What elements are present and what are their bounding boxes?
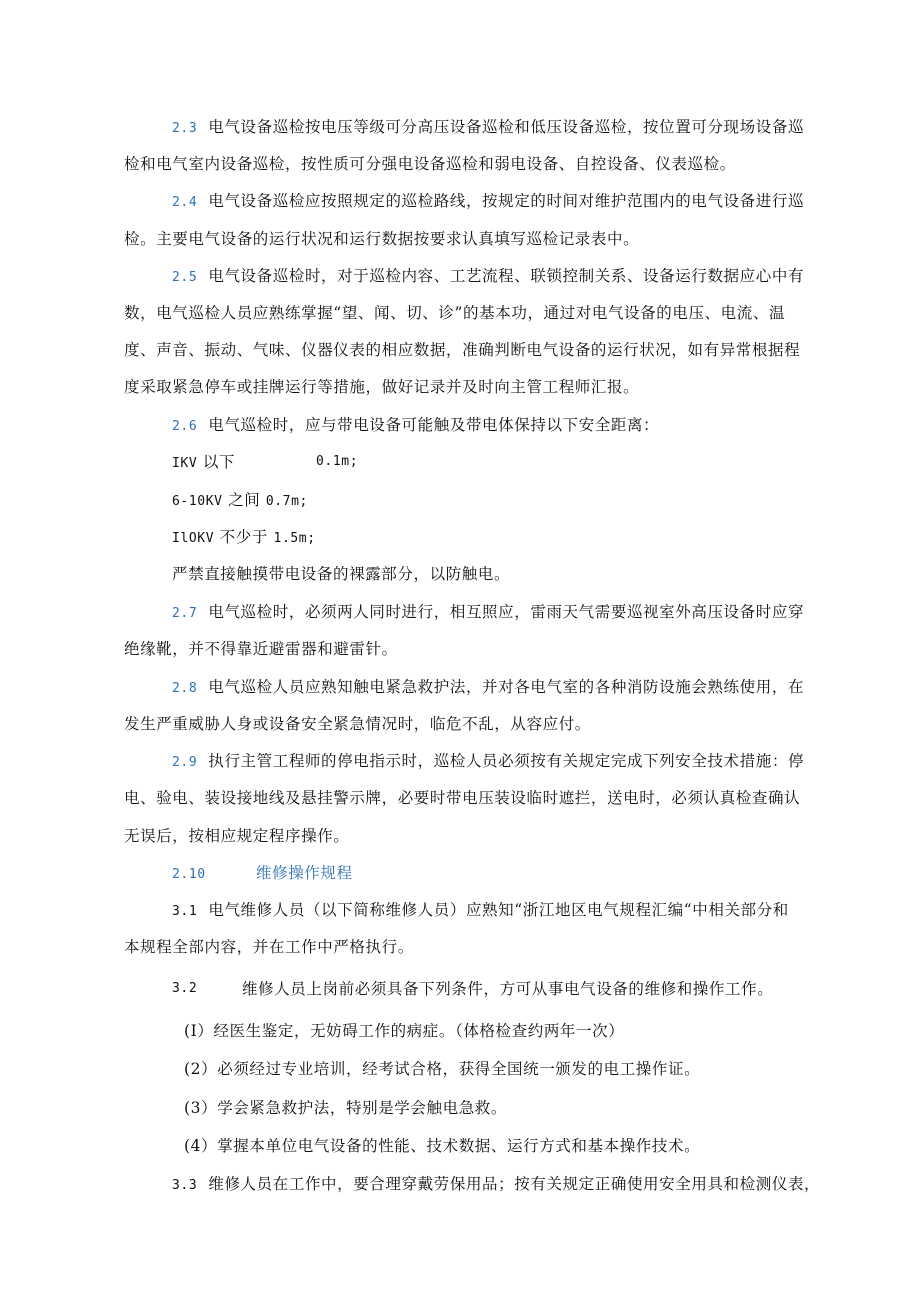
section-2-9-line-1	[172, 751, 804, 773]
voltage-label: 6-10KV	[172, 494, 223, 509]
section-number: 3.1	[172, 904, 198, 919]
section-2-3-line-2: 检和电气室内设备巡检，按性质可分强电设备巡检和弱电设备、自控设备、仪表巡检。	[124, 155, 736, 173]
paragraph-text: 电气巡检时，必须两人同时进行，相互照应，雷雨天气需要巡视室外高压设备时应穿	[208, 603, 805, 621]
section-2-4-line-2: 检。主要电气设备的运行状况和运行数据按要求认真填写巡检记录表中。	[124, 230, 640, 248]
section-number: 2.7	[172, 606, 198, 621]
distance-row-6-10kv	[172, 490, 308, 512]
range-text: 不少于	[219, 528, 268, 546]
section-2-8-line-2: 发生严重威胁人身或设备安全紧急情况时，临危不乱，从容应付。	[124, 715, 591, 733]
section-2-6-warning: 严禁直接触摸带电设备的裸露部分，以防触电。	[172, 565, 511, 583]
section-3-2-item-2: (2）必须经过专业培训，经考试合格，获得全国统一颁发的电工操作证。	[184, 1060, 701, 1078]
distance-row-1kv	[172, 452, 235, 474]
section-2-5-line-2: 数，电气巡检人员应熟练掌握“望、闻、切、诊”的基本功，通过对电气设备的电压、电流、温	[124, 304, 786, 322]
distance-value: 1.5m;	[273, 531, 316, 546]
section-number: 2.8	[172, 681, 198, 696]
section-2-10-title: 维修操作规程	[256, 864, 353, 882]
paragraph-text: 执行主管工程师的停电指示时，巡检人员必须按有关规定完成下列安全技术措施：停	[208, 752, 805, 770]
section-3-1-line-1	[172, 900, 789, 922]
voltage-label: IKV	[172, 456, 198, 471]
section-3-2-number: 3.2	[172, 981, 198, 996]
section-2-3-line-1	[172, 117, 804, 139]
section-2-8-line-1	[172, 677, 804, 699]
section-2-7-line-1	[172, 602, 804, 624]
distance-value-1kv: 0.1m;	[316, 454, 359, 469]
section-number: 2.5	[172, 270, 198, 285]
paragraph-text: 电气维修人员（以下简称维修人员）应熟知“浙江地区电气规程汇编“中相关部分和	[208, 901, 789, 919]
range-text: 之间	[228, 491, 261, 509]
paragraph-text: 电气设备巡检应按照规定的巡检路线，按规定的时间对维护范围内的电气设备进行巡	[208, 192, 805, 210]
section-2-9-line-3: 无误后，按相应规定程序操作。	[124, 827, 350, 845]
section-3-2-line-1: 维修人员上岗前必须具备下列条件，方可从事电气设备的维修和操作工作。	[242, 980, 774, 998]
paragraph-text: 电气巡检时，应与带电设备可能触及带电体保持以下安全距离：	[208, 416, 660, 434]
section-3-3-line-1	[172, 1174, 820, 1196]
section-2-6-line-1	[172, 415, 659, 437]
section-2-7-line-2: 绝缘靴，并不得靠近避雷器和避雷针。	[124, 640, 398, 658]
paragraph-text: 维修人员在工作中，要合理穿戴劳保用品；按有关规定正确使用安全用具和检测仪表，	[208, 1175, 821, 1193]
distance-row-110kv	[172, 527, 316, 549]
paragraph-text: 电气设备巡检按电压等级可分高压设备巡检和低压设备巡检，按位置可分现场设备巡	[208, 118, 805, 136]
section-number: 2.9	[172, 755, 198, 770]
section-3-2-item-4: (4）掌握本单位电气设备的性能、技术数据、运行方式和基本操作技术。	[184, 1137, 701, 1155]
range-text: 以下	[202, 453, 236, 471]
section-3-2-item-1: (I）经医生鉴定，无妨碍工作的病症。（体格检查约两年一次）	[184, 1022, 625, 1040]
section-2-4-line-1	[172, 191, 804, 213]
section-2-10-number	[172, 863, 206, 885]
section-number: 3.3	[172, 1178, 198, 1193]
paragraph-text: 电气巡检人员应熟知触电紧急救护法，并对各电气室的各种消防设施会熟练使用，在	[208, 678, 805, 696]
section-3-2-item-3: (3）学会紧急救护法，特别是学会触电急救。	[184, 1099, 508, 1117]
voltage-label: IlOKV	[172, 531, 215, 546]
section-3-1-line-2: 本规程全部内容，并在工作中严格执行。	[124, 938, 414, 956]
section-number: 2.3	[172, 121, 198, 136]
paragraph-text: 电气设备巡检时，对于巡检内容、工艺流程、联锁控制关系、设备运行数据应心中有	[208, 267, 805, 285]
section-2-5-line-3: 度、声音、振动、气味、仪器仪表的相应数据，准确判断电气设备的运行状况，如有异常根据程	[124, 341, 801, 359]
section-number: 2.4	[172, 195, 198, 210]
section-number: 2.10	[172, 867, 206, 882]
section-number: 2.6	[172, 419, 198, 434]
section-2-9-line-2: 电、验电、装设接地线及悬挂警示牌，必要时带电压装设临时遮拦，送电时，必须认真检查确认	[124, 789, 801, 807]
section-2-5-line-4: 度采取紧急停车或挂牌运行等措施，做好记录并及时向主管工程师汇报。	[124, 378, 640, 396]
distance-value: 0.7m;	[265, 494, 308, 509]
section-2-5-line-1	[172, 266, 804, 288]
